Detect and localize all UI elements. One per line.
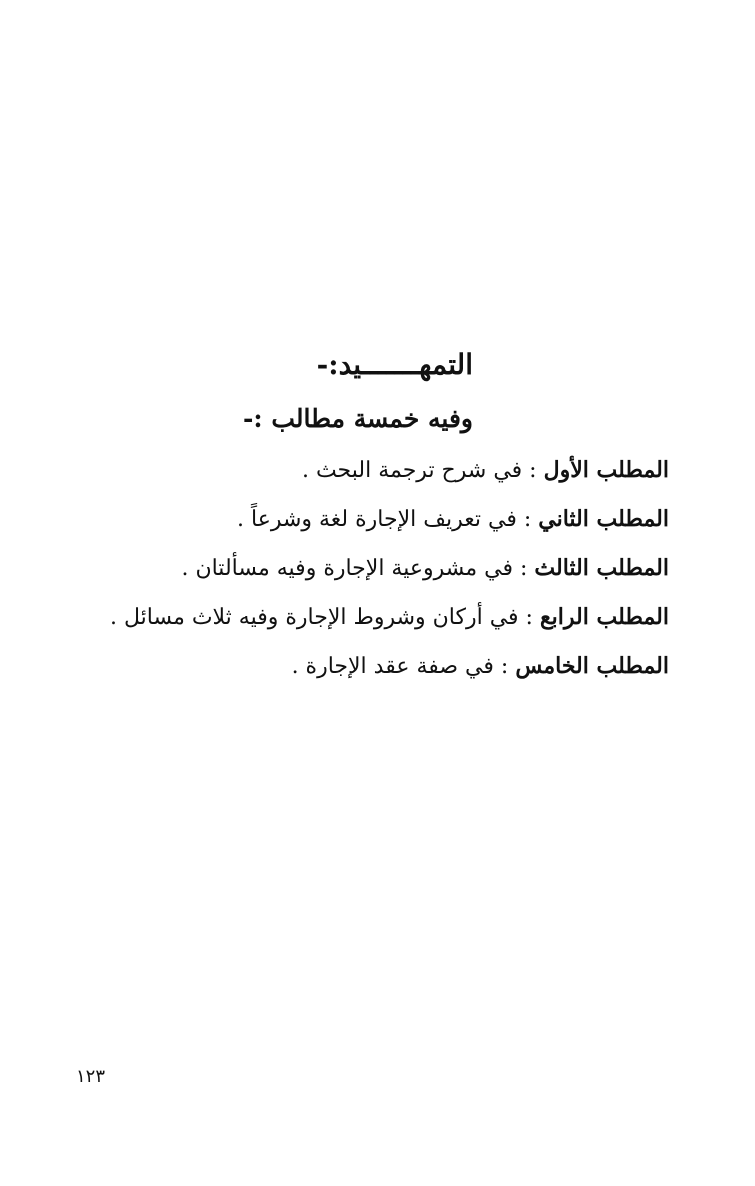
- section-separator: :: [516, 507, 539, 532]
- section-title: المطلب الثالث: [534, 555, 669, 581]
- section-title: المطلب الثاني: [538, 506, 669, 532]
- section-text: في شرح ترجمة البحث .: [301, 458, 523, 483]
- section-text: في صفة عقد الإجارة .: [291, 654, 494, 679]
- list-item-section-1: [69, 446, 669, 495]
- page-subheading: وفيه خمسة مطالب :-: [243, 404, 473, 433]
- section-text: في مشروعية الإجارة وفيه مسألتان .: [181, 556, 513, 581]
- section-separator: :: [493, 654, 516, 679]
- section-separator: :: [513, 556, 535, 581]
- list-item-section-2: [69, 495, 669, 544]
- section-title: المطلب الأول: [543, 457, 669, 483]
- section-text: في تعريف الإجارة لغة وشرعاً .: [237, 507, 517, 532]
- section-title: المطلب الرابع: [539, 604, 669, 630]
- page-content: [69, 340, 669, 691]
- page-number: ١٢٣: [76, 1066, 106, 1087]
- section-title: المطلب الخامس: [515, 653, 669, 679]
- page-heading: التمهـــــــيد:-: [316, 348, 473, 381]
- sections-list: [69, 446, 669, 691]
- section-text: في أركان وشروط الإجارة وفيه ثلاث مسائل .: [109, 605, 519, 630]
- section-separator: :: [518, 605, 540, 630]
- list-item-section-4: [69, 593, 669, 642]
- section-separator: :: [522, 458, 544, 483]
- list-item-section-5: [69, 642, 669, 691]
- list-item-section-3: [69, 544, 669, 593]
